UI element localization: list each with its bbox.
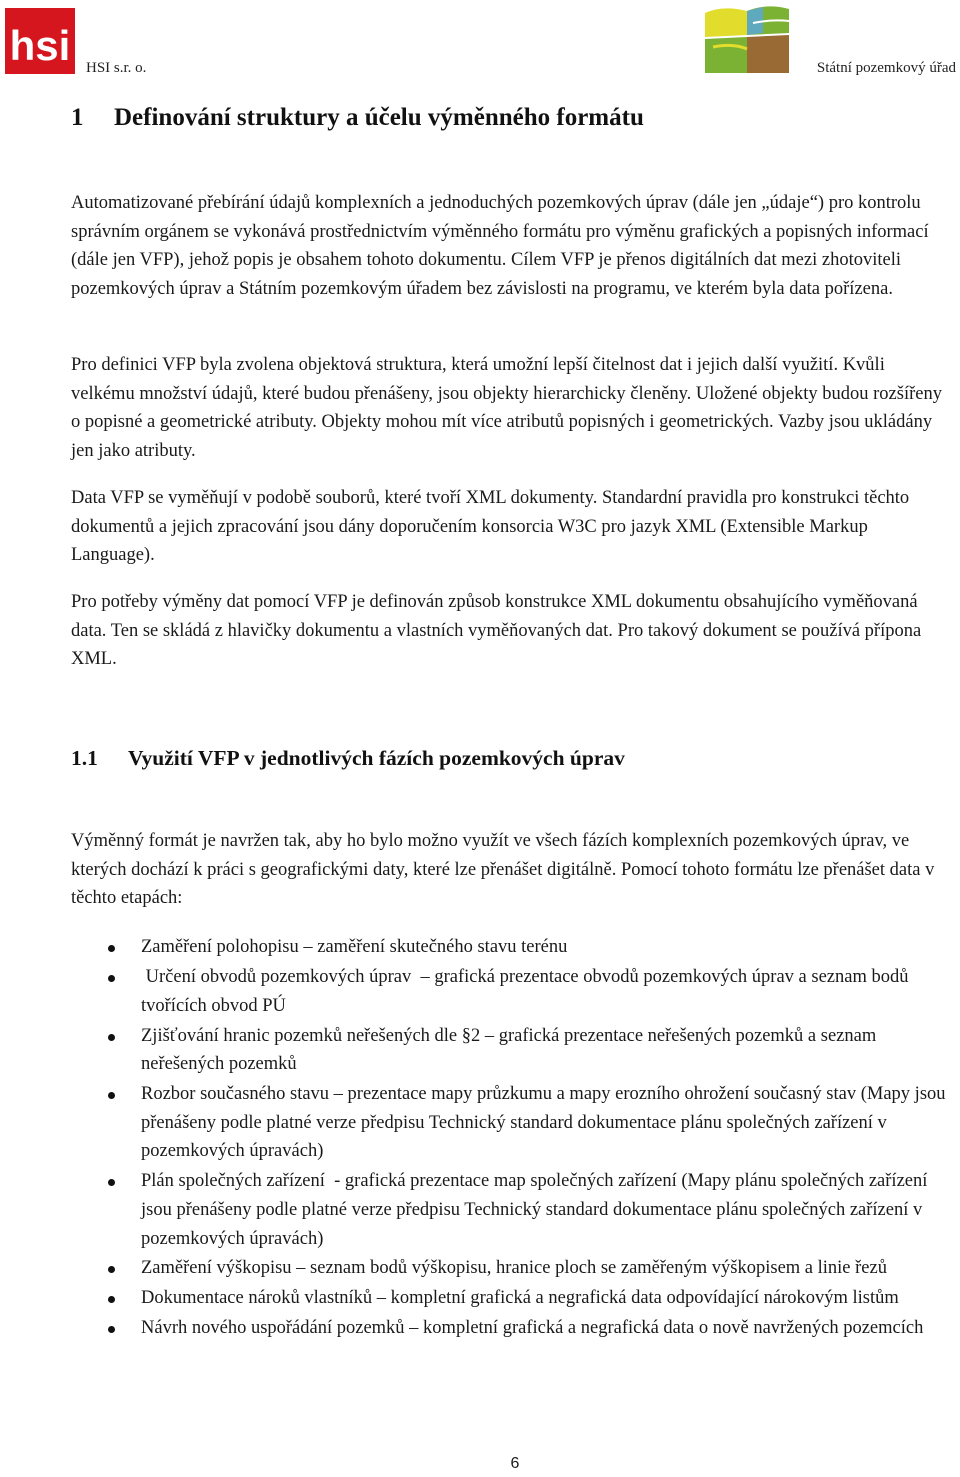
paragraph-3: Data VFP se vyměňují v podobě souborů, které tvoří XML dokumenty. Standardní pravidla pro konstrukci těchto dokumentů a jejich zpracování jsou dány doporučením konsorcia W3C pro jazyk XML (Extensible Markup Language).: [71, 488, 910, 566]
list-item: [0, 1314, 951, 1343]
paragraph-1: Automatizované přebírání údajů komplexních a jednoduchých pozemkových úprav (dále jen „údaje“) pro kontrolu správním orgánem se vykonává prostřednictvím výměnného formátu pro výměnu grafických a popisných informací (dále jen VFP), jehož popis je obsahem tohoto dokumentu. Cílem VFP je přenos digitálních dat mezi zhotoviteli pozemkových úprav a Státním pozemkovým úřadem bez závislosti na programu, ve kterém byla data pořízena.: [71, 193, 929, 299]
list-item-text: Určení obvodů pozemkových úprav – grafická prezentace obvodů pozemkových úprav a seznam bodů tvořících obvod PÚ: [141, 966, 914, 1016]
bullet-icon: [108, 1179, 115, 1186]
section-1-heading: [71, 104, 644, 132]
hsi-logo: [5, 8, 75, 74]
list-item: [0, 1284, 951, 1313]
list-item: [0, 933, 951, 962]
list-item: [0, 1167, 951, 1253]
bullet-icon: [108, 1326, 115, 1333]
stage-list: [0, 933, 960, 1344]
list-item-text: Zaměření výškopisu – seznam bodů výškopisu, hranice ploch se zaměřeným výškopisem a linie řezů: [141, 1258, 887, 1279]
list-item-text: Zaměření polohopisu – zaměření skutečného stavu terénu: [141, 937, 568, 957]
paragraph-4: Pro potřeby výměny dat pomocí VFP je definován způsob konstrukce XML dokumentu obsahujícího vyměňovaná data. Ten se skládá z hlavičky dokumentu a vlastních vyměňovaných dat. Pro takový dokument se používá přípona XML.: [71, 592, 922, 670]
page-header: [0, 0, 960, 90]
bullet-icon: [108, 975, 115, 982]
bullet-icon: [108, 1296, 115, 1303]
section-1-1-title: Využití VFP v jednotlivých fázích pozemkových úprav: [128, 746, 625, 770]
company-name: HSI s.r. o.: [86, 60, 147, 76]
hsi-logo-text: hsi: [9, 22, 71, 69]
paragraph-2: Pro definici VFP byla zvolena objektová struktura, která umožní lepší čitelnost dat i jejich další využití. Kvůli velkému množství údajů, které budou přenášeny, jsou objekty hierarchicky členěny. Uložené objekty budou rozšířeny o popisné a geometrické atributy. Objekty mohou mít více atributů popisných i geometrických. Vazby jsou ukládány jen jako atributy.: [71, 355, 942, 461]
section-1-1-heading: [71, 746, 625, 771]
list-item: [0, 1254, 951, 1283]
agency-name: Státní pozemkový úřad: [816, 60, 956, 76]
spu-logo: [703, 3, 791, 75]
bullet-icon: [108, 1266, 115, 1273]
bullet-icon: [108, 1092, 115, 1099]
list-item-text: Plán společných zařízení - grafická prezentace map společných zařízení (Mapy plánu společných zařízení jsou přenášeny podle platné verze předpisu Technický standard dokumentace plánu společných zařízení v pozemkových úpravách): [141, 1171, 933, 1249]
list-item: [0, 963, 951, 1020]
page-number: 6: [510, 1455, 520, 1472]
list-item-text: Dokumentace nároků vlastníků – kompletní grafická a negrafická data odpovídající nárokovým listům: [141, 1288, 899, 1309]
intro-paragraph: Výměnný formát je navržen tak, aby ho bylo možno využít ve všech fázích komplexních pozemkových úprav, ve kterých dochází k práci s geografickými daty, které lze přenášet digitálně. Pomocí tohoto formátu lze přenášet data v těchto etapách:: [71, 831, 935, 909]
list-item-text: Rozbor současného stavu – prezentace mapy průzkumu a mapy erozního ohrožení současný stav (Mapy jsou přenášeny podle platné verze předpisu Technický standard dokumentace plánu společných zařízení v pozemkových úpravách): [141, 1084, 946, 1162]
section-1-title: Definování struktury a účelu výměnného formátu: [114, 104, 644, 131]
list-item: [0, 1080, 951, 1166]
section-1-1-number: 1.1: [71, 746, 98, 770]
list-item-text: Návrh nového uspořádání pozemků – kompletní grafická a negrafická data o nově navržených pozemcích: [141, 1318, 924, 1339]
section-1-number: 1: [71, 104, 84, 131]
list-item-text: Zjišťování hranic pozemků neřešených dle §2 – grafická prezentace neřešených pozemků a seznam neřešených pozemků: [141, 1025, 877, 1075]
bullet-icon: [108, 945, 115, 952]
bullet-icon: [108, 1034, 115, 1041]
list-item: [0, 1022, 951, 1079]
